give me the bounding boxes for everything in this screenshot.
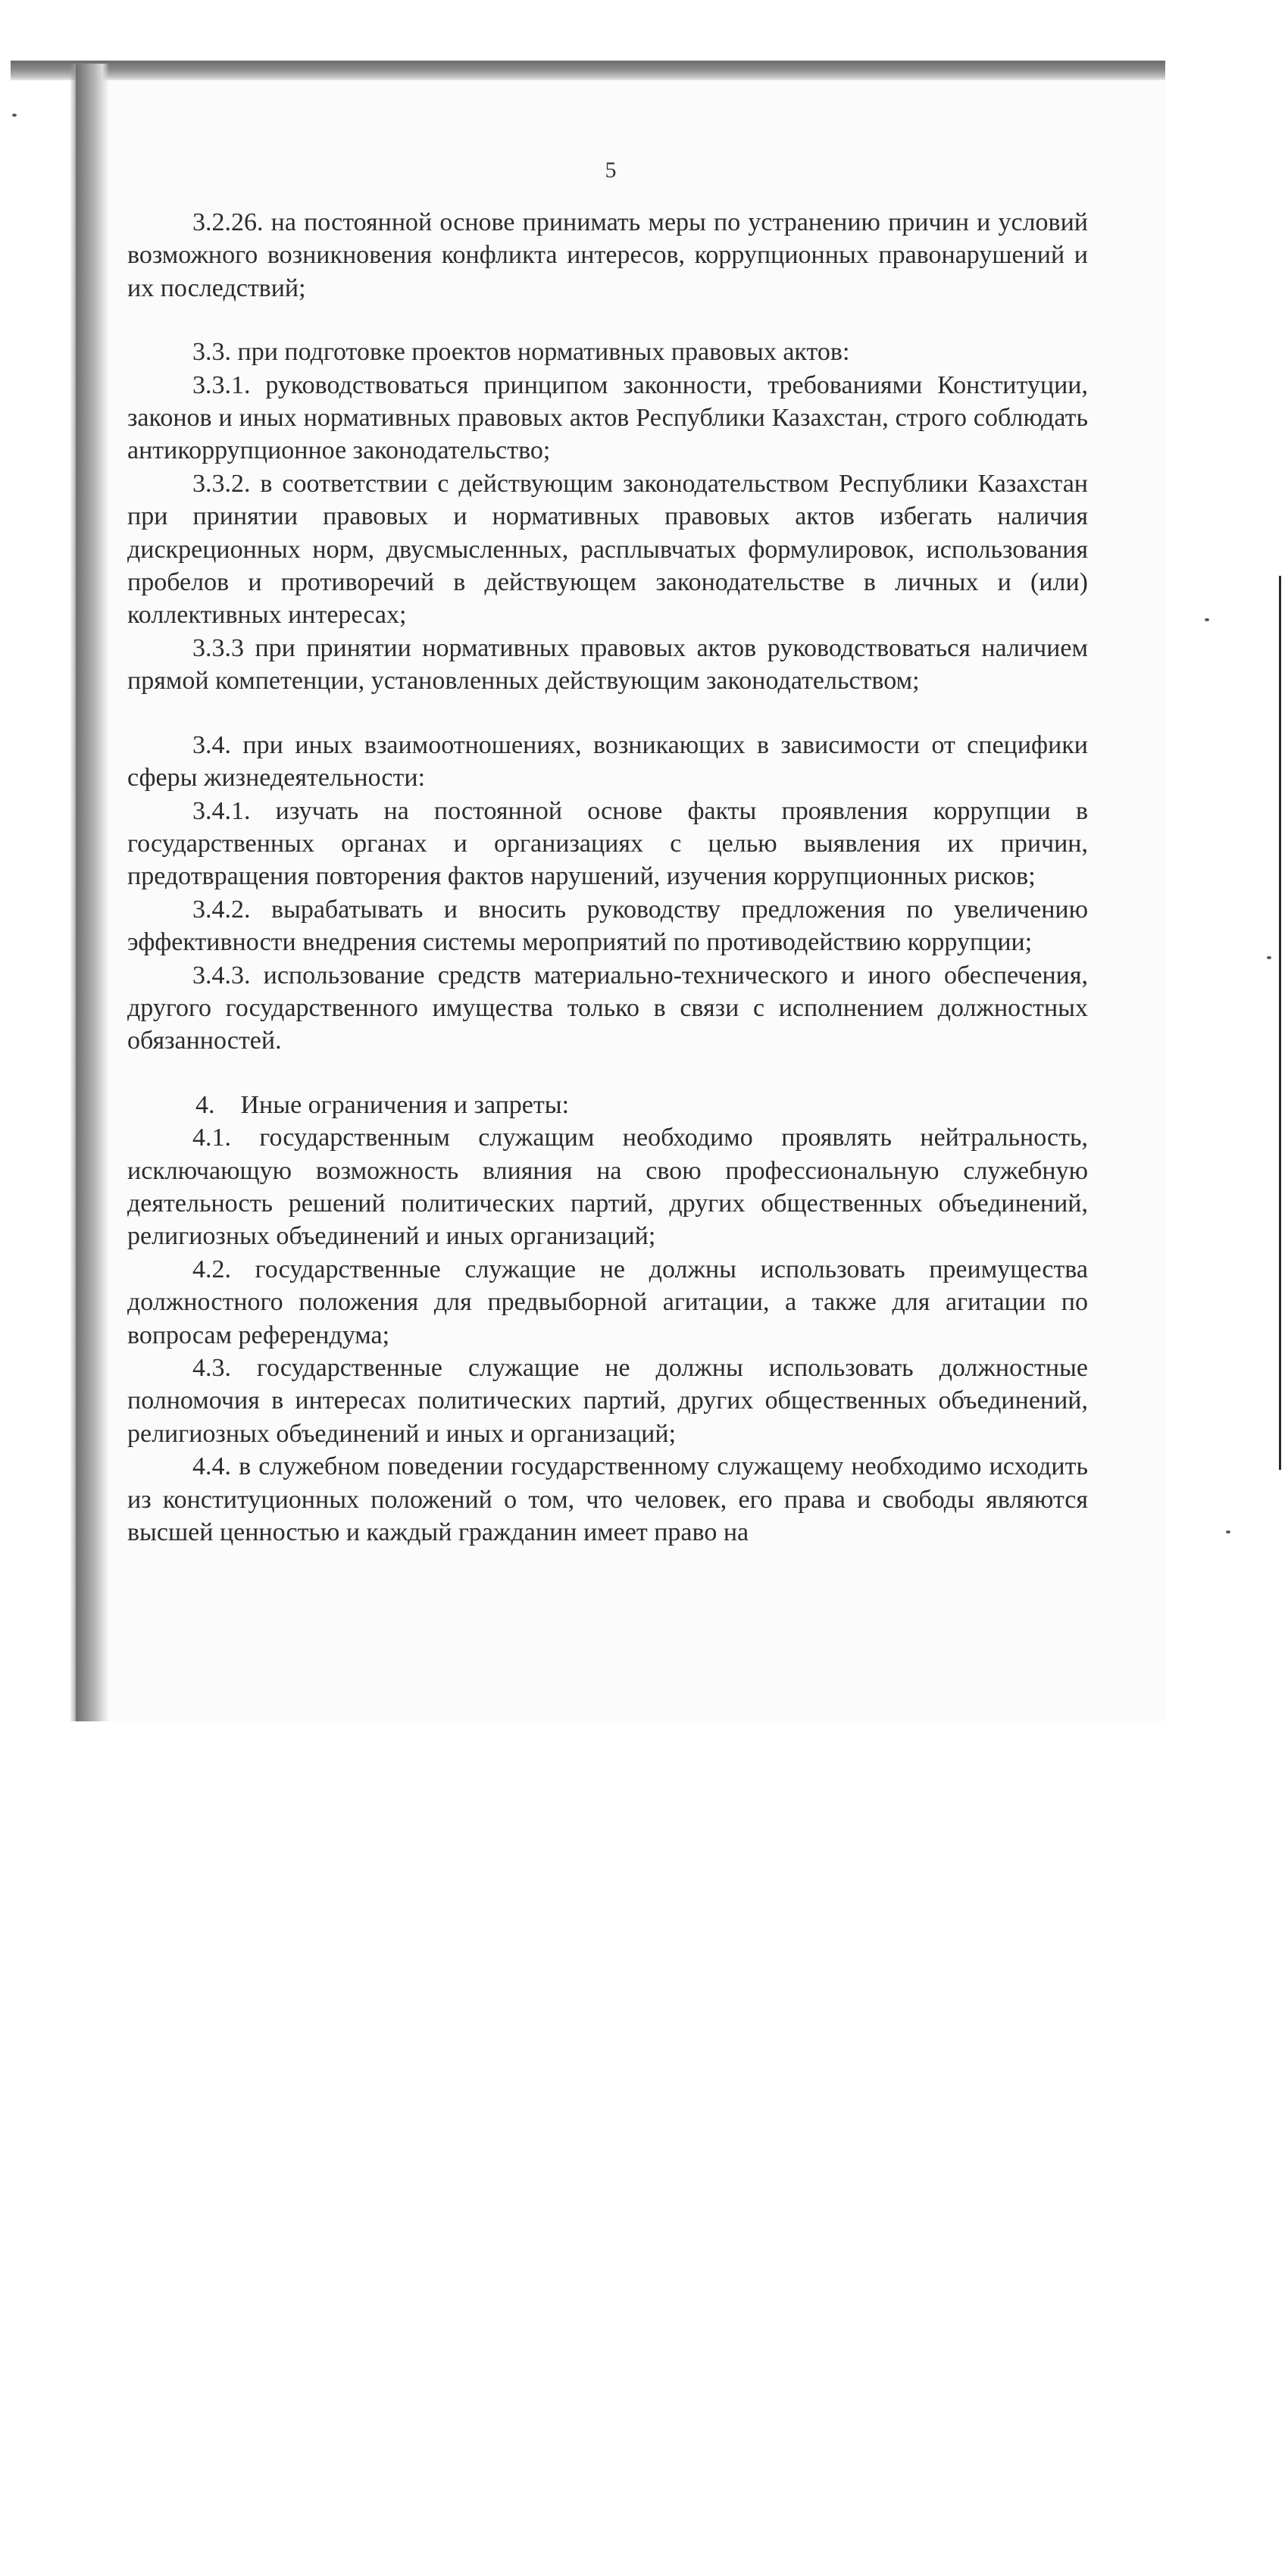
scan-top-edge — [11, 61, 1165, 80]
scan-speck — [12, 114, 17, 117]
scan-speck — [1267, 956, 1271, 959]
paragraph-3-3: 3.3. при подготовке проектов нормативных правовых актов: — [192, 338, 850, 367]
paragraph-4-3: 4.3. государственные служащие не должны использовать должностные полномочия в интересах политических партий, других общественных объединений, религиозных объединений и иных и организаций; — [127, 1354, 1088, 1448]
paragraph-4-4: 4.4. в служебном поведении государственному служащему необходимо исходить из конституционных положений о том, что человек, его права и свободы являются высшей ценностью и каждый гражданин имеет право на — [127, 1452, 1088, 1547]
paragraph-3-4-2: 3.4.2. вырабатывать и вносить руководству предложения по увеличению эффективности внедрения системы мероприятий по противодействию коррупции; — [127, 895, 1088, 957]
paragraph-3-4-3: 3.4.3. использование средств материально-технического и иного обеспечения, другого государственного имущества только в связи с исполнением должностных обязанностей. — [127, 961, 1088, 1055]
paragraph-3-4-1: 3.4.1. изучать на постоянной основе факты проявления коррупции в государственных органах и организациях с целью выявления их причин, предотвращения повторения фактов нарушений, изучения коррупционных рисков; — [127, 796, 1088, 891]
document-body — [127, 206, 1088, 1549]
page-number: 5 — [605, 158, 617, 183]
scan-speck — [1226, 1530, 1230, 1533]
paragraph-3-2-26: 3.2.26. на постоянной основе принимать меры по устранению причин и условий возможного возникновения конфликта интересов, коррупционных правонарушений и их последствий; — [127, 208, 1088, 302]
paragraph-3-4: 3.4. при иных взаимоотношениях, возникающих в зависимости от специфики сферы жизнедеятельности: — [127, 730, 1088, 792]
paragraph-4-1: 4.1. государственным служащим необходимо проявлять нейтральность, исключающую возможность влияния на свою профессиональную служебную деятельность решений политических партий, других общественных объединений, религиозных объединений и иных организаций; — [127, 1124, 1088, 1251]
section-heading-4: 4. Иные ограничения и запреты: — [195, 1090, 570, 1119]
scan-speck — [1205, 618, 1209, 621]
scan-edge-line — [1279, 576, 1281, 1470]
paragraph-3-3-1: 3.3.1. руководствоваться принципом законности, требованиями Конституции, законов и иных нормативных правовых актов Республики Казахстан, строго соблюдать антикоррупционное законодательство; — [127, 370, 1088, 465]
scan-binding-shadow — [76, 64, 109, 1721]
paragraph-3-3-2: 3.3.2. в соответствии с действующим законодательством Республики Казахстан при принятии правовых и нормативных правовых актов избегать наличия дискреционных норм, двусмысленных, расплывчатых формулировок, использования пробелов и противоречий в действующем законодательстве в личных и (или) коллективных интересах; — [127, 469, 1088, 630]
paragraph-4-2: 4.2. государственные служащие не должны использовать преимущества должностного положения для предвыборной агитации, а также для агитации по вопросам референдума; — [127, 1255, 1088, 1349]
paragraph-3-3-3: 3.3.3 при принятии нормативных правовых актов руководствоваться наличием прямой компетенции, установленных действующим законодательством; — [127, 633, 1088, 696]
